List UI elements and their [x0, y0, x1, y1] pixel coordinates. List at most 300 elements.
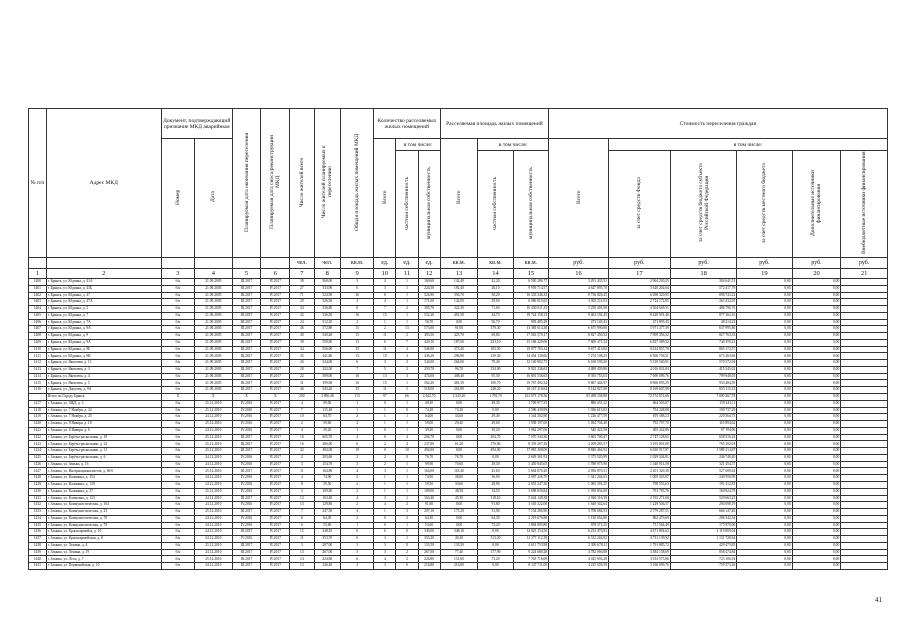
table-cell: 494,00 — [478, 448, 513, 455]
table-cell: 1418 — [29, 407, 47, 414]
table-cell: 1406 — [29, 319, 47, 326]
table-cell: 1411 — [29, 353, 47, 360]
table-cell: 1419 — [29, 414, 47, 421]
address-cell: г. Брянск, ул. Юдинка, д. 47 — [46, 292, 161, 299]
table-cell: 425,70 — [440, 333, 478, 340]
table-cell: IV.2017 — [261, 556, 290, 563]
table-cell: 373,40 — [440, 346, 478, 353]
table-cell: 1 544 302,90 — [513, 414, 548, 421]
table-cell: 4 — [341, 509, 374, 516]
table-cell: 6 827 389,52 — [608, 339, 670, 346]
table-cell: 1 065 391,25 — [549, 481, 609, 488]
table-cell: 573,00 — [418, 326, 440, 333]
table-row — [29, 285, 888, 292]
table-cell: 1 373 520,99 — [549, 454, 609, 461]
table-cell — [841, 400, 888, 407]
table-cell: 76,70 — [418, 454, 440, 461]
table-cell: 1441 — [29, 563, 47, 570]
table-cell: 1 — [396, 279, 418, 286]
table-cell: 3 165 322,00 — [513, 502, 548, 509]
table-cell: 34 — [290, 306, 314, 313]
table-cell: 4 890,48 — [314, 394, 341, 401]
table-cell: 0,00 — [792, 488, 841, 495]
table-cell: 7 — [290, 407, 314, 414]
table-cell: 21.09.2005 — [195, 285, 233, 292]
table-cell: 13 — [290, 502, 314, 509]
table-row — [29, 427, 888, 434]
table-cell: 64,30 — [314, 515, 341, 522]
table-cell: 1 795,70 — [478, 394, 513, 401]
table-cell: 855 115,13 — [670, 387, 736, 394]
table-cell: III.2017 — [232, 366, 261, 373]
table-cell: 3 — [374, 536, 396, 543]
table-cell: 0,00 — [792, 502, 841, 509]
table-cell: 0,00 — [792, 373, 841, 380]
address-cell: г. Злынка, ул. 8 Января, д. 6 — [46, 427, 161, 434]
table-cell: IV.2016 — [232, 522, 261, 529]
table-row — [29, 346, 888, 353]
table-cell: 2 — [290, 454, 314, 461]
table-cell: 1434 — [29, 515, 47, 522]
address-cell: г. Злынка, ул. 7 Ноября, д. 22 — [46, 407, 161, 414]
table-cell: 97 194,06 — [670, 427, 736, 434]
table-cell: 2 — [396, 366, 418, 373]
table-cell: 71 — [290, 292, 314, 299]
table-cell: 0,00 — [737, 515, 792, 522]
table-cell: 2 649 361,93 — [513, 454, 548, 461]
table-cell: 4 — [396, 346, 418, 353]
table-cell: 1417 — [29, 400, 47, 407]
table-cell — [841, 488, 888, 495]
table-cell: 0,00 — [737, 414, 792, 421]
table-cell: 109,00 — [314, 488, 341, 495]
table-cell — [841, 306, 888, 313]
table-cell: 0,00 — [737, 407, 792, 414]
table-cell: 731 564,49 — [608, 522, 670, 529]
header-rooms-municipal: муниципальная собственность — [426, 167, 433, 239]
table-cell: 142,00 — [440, 299, 478, 306]
table-cell: 1 — [374, 488, 396, 495]
table-cell: 25.12.2010 — [195, 488, 233, 495]
table-cell: 29,30 — [478, 461, 513, 468]
table-cell: 1 — [374, 475, 396, 482]
table-cell: 1 950 834,00 — [549, 488, 609, 495]
table-cell: 2 — [396, 306, 418, 313]
address-cell: г. Злынка, ул. Коммунистическая, д. 78 — [46, 515, 161, 522]
table-cell: 7 — [374, 306, 396, 313]
table-cell: 1 — [396, 414, 418, 421]
address-cell: г. Брянск, ул. Юдинка, д. 9А — [46, 339, 161, 346]
table-cell: 21.09.2005 — [195, 299, 233, 306]
table-cell: 24.12.2010 — [195, 536, 233, 543]
table-cell: 1 — [396, 475, 418, 482]
table-row — [29, 549, 888, 556]
table-cell: 0,00 — [737, 536, 792, 543]
table-cell: 491,50 — [440, 312, 478, 319]
table-cell: 70,60 — [440, 461, 478, 468]
table-cell: 1432 — [29, 502, 47, 509]
unit-cell: ед. — [396, 258, 418, 269]
table-cell: IV.2017 — [261, 339, 290, 346]
table-cell: 3 708 084,93 — [549, 509, 609, 516]
table-row — [29, 299, 888, 306]
table-cell — [841, 346, 888, 353]
table-row — [29, 556, 888, 563]
table-cell: 2 724 172,85 — [608, 299, 670, 306]
header-rooms-total: Всего — [381, 190, 388, 204]
table-cell: 24.12.2010 — [195, 563, 233, 570]
table-row — [29, 339, 888, 346]
table-cell: IV.2017 — [261, 522, 290, 529]
table-cell: 344,00 — [314, 360, 341, 367]
table-cell: III.2017 — [232, 542, 261, 549]
table-cell: 0,00 — [440, 319, 478, 326]
table-cell: 76,70 — [440, 454, 478, 461]
header-area-private: частная собственность — [492, 176, 499, 230]
unit-cell: кв.м. — [440, 258, 478, 269]
table-cell: 24.12.2010 — [195, 502, 233, 509]
table-cell: IV.2017 — [261, 441, 290, 448]
table-cell: 25.12.2010 — [195, 542, 233, 549]
table-cell: 0,00 — [792, 509, 841, 516]
table-cell: 8 614 857,78 — [608, 346, 670, 353]
table-cell: б/н — [161, 353, 194, 360]
table-cell: 21.09.2005 — [195, 333, 233, 340]
table-cell: 486 796,76 — [670, 306, 736, 313]
table-cell: б/н — [161, 461, 194, 468]
table-cell: IV.2016 — [232, 400, 261, 407]
address-cell: г. Злынка, ул. Зеньки, д. 16 — [46, 461, 161, 468]
table-cell: III.2017 — [232, 529, 261, 536]
header-address: Адрес МКД — [46, 109, 161, 258]
table-cell: 240 956,99 — [670, 475, 736, 482]
table-cell: 8 169 607,89 — [608, 387, 670, 394]
table-cell: 0,00 — [737, 380, 792, 387]
table-cell: 19 — [341, 448, 374, 455]
resettlement-table — [28, 108, 888, 570]
table-cell: 0 — [396, 542, 418, 549]
table-cell: 3 — [396, 360, 418, 367]
table-cell: 246,40 — [314, 563, 341, 570]
table-cell: 69,80 — [478, 333, 513, 340]
table-cell: 16 — [341, 312, 374, 319]
table-cell: 3 — [290, 461, 314, 468]
table-cell — [841, 353, 888, 360]
table-cell: IV.2017 — [261, 333, 290, 340]
table-cell: 3 584 158,69 — [608, 549, 670, 556]
table-cell: 1433 — [29, 509, 47, 516]
table-row — [29, 481, 888, 488]
table-cell: 1 — [396, 380, 418, 387]
table-cell: 110 894,62 — [670, 421, 736, 428]
column-number: 16 — [549, 269, 609, 279]
table-cell: X — [232, 394, 261, 401]
table-cell: 83 498 338,88 — [549, 394, 609, 401]
table-cell: 2 779 287,51 — [608, 509, 670, 516]
address-cell: г. Злынка, ул. Первомайская, д. 10 — [46, 563, 161, 570]
table-cell: III.2017 — [232, 306, 261, 313]
table-cell: 405 242,86 — [608, 427, 670, 434]
table-cell: 0,00 — [737, 421, 792, 428]
address-cell: г. Злынка, ул. Красноармейск, д. 10 — [46, 529, 161, 536]
table-cell: 24.12.2010 — [195, 549, 233, 556]
table-row — [29, 353, 888, 360]
table-cell: 993 485,28 — [513, 319, 548, 326]
table-cell: 1 — [396, 427, 418, 434]
table-cell: 304 641,51 — [670, 279, 736, 286]
table-cell: 139,30 — [478, 353, 513, 360]
address-cell: г. Брянск, ул. Юдинка, д. 9Б — [46, 346, 161, 353]
table-cell: 0,00 — [737, 394, 792, 401]
table-cell: 294 698,19 — [670, 502, 736, 509]
table-cell: 0,00 — [792, 448, 841, 455]
table-cell: 0 — [374, 522, 396, 529]
table-cell: 1 — [374, 509, 396, 516]
table-cell: 3 698 830,84 — [513, 488, 548, 495]
table-cell: 296,90 — [440, 353, 478, 360]
header-cost-group: Стоимость переселения граждан — [549, 109, 888, 139]
table-cell: 59,00 — [418, 421, 440, 428]
table-cell: 524,90 — [418, 292, 440, 299]
table-cell: 4 025 693,28 — [549, 556, 609, 563]
table-cell: б/н — [161, 427, 194, 434]
table-cell: 4 489 459,86 — [549, 366, 609, 373]
table-cell: IV.2017 — [261, 366, 290, 373]
table-cell: 481,50 — [440, 380, 478, 387]
table-cell: 0 — [396, 407, 418, 414]
table-cell: 1 — [374, 414, 396, 421]
table-cell: 16 — [341, 373, 374, 380]
table-row — [29, 468, 888, 475]
table-cell: III.2017 — [232, 441, 261, 448]
table-cell: 7 — [396, 339, 418, 346]
table-cell: 1 589 214,87 — [670, 448, 736, 455]
table-cell: 15 — [341, 346, 374, 353]
table-cell: IV.2017 — [261, 407, 290, 414]
table-cell: 1421 — [29, 427, 47, 434]
address-cell: г. Брянск, ул. Яковлева, д. 5 — [46, 380, 161, 387]
table-cell: 0,00 — [737, 346, 792, 353]
table-cell: 0,00 — [792, 461, 841, 468]
table-cell: 5 310 540,81 — [608, 360, 670, 367]
table-cell: 4 782 066,88 — [549, 549, 609, 556]
table-cell: 0,00 — [792, 495, 841, 502]
column-number: 19 — [737, 269, 792, 279]
table-cell: 6 630 917,87 — [608, 448, 670, 455]
table-cell: 7 154 286,90 — [513, 509, 548, 516]
unit-cell: кв.м. — [478, 258, 513, 269]
table-cell: 4 — [341, 495, 374, 502]
table-cell: 799 948,05 — [670, 373, 736, 380]
table-cell: 0,00 — [737, 481, 792, 488]
table-cell: 408,40 — [440, 373, 478, 380]
table-cell: 0,00 — [737, 292, 792, 299]
table-cell: III.2017 — [232, 387, 261, 394]
table-cell: 10 — [290, 414, 314, 421]
table-cell: 38 — [290, 279, 314, 286]
table-cell: 1405 — [29, 312, 47, 319]
table-cell: 7 070 344,36 — [513, 434, 548, 441]
table-cell: 21.09.2005 — [195, 292, 233, 299]
table-cell: 0,00 — [737, 475, 792, 482]
table-cell: 8 339 207,36 — [513, 441, 548, 448]
table-cell: 16 — [341, 292, 374, 299]
table-cell: 0 — [374, 434, 396, 441]
column-number: 4 — [195, 269, 233, 279]
table-cell: 0,00 — [737, 522, 792, 529]
table-cell: 40 — [290, 333, 314, 340]
table-cell: 3 — [374, 542, 396, 549]
table-cell: 865 172,57 — [670, 346, 736, 353]
table-row — [29, 360, 888, 367]
table-cell: 3 — [374, 360, 396, 367]
table-cell: 0 — [396, 454, 418, 461]
column-number: 21 — [841, 269, 888, 279]
table-cell: 5 — [374, 366, 396, 373]
table-cell: IV.2017 — [261, 549, 290, 556]
table-cell: 2 201 320,38 — [608, 468, 670, 475]
table-cell: 187,00 — [440, 339, 478, 346]
unit-cell: руб. — [792, 258, 841, 269]
table-cell: б/н — [161, 299, 194, 306]
table-cell: III.2017 — [232, 353, 261, 360]
column-number: 9 — [341, 269, 374, 279]
header-doc-date: Дата — [210, 191, 217, 203]
table-cell: 1431 — [29, 495, 47, 502]
table-cell: 321 454,57 — [670, 461, 736, 468]
table-cell: 9 959 714,57 — [513, 285, 548, 292]
table-cell: 118,10 — [478, 495, 513, 502]
table-cell: 4 671 894,62 — [608, 529, 670, 536]
table-cell: 1404 — [29, 306, 47, 313]
table-cell: 673 263,66 — [670, 353, 736, 360]
table-row — [29, 292, 888, 299]
table-cell: 1 — [396, 400, 418, 407]
table-cell: 1 — [374, 407, 396, 414]
table-cell: 10 — [396, 448, 418, 455]
table-cell: 532,20 — [418, 312, 440, 319]
table-cell: 0 — [396, 529, 418, 536]
table-row — [29, 454, 888, 461]
table-cell: 572 417,79 — [670, 285, 736, 292]
table-cell: IV.2017 — [261, 488, 290, 495]
table-cell: 1430 — [29, 488, 47, 495]
table-cell: 21.09.2005 — [195, 360, 233, 367]
column-number: 18 — [670, 269, 736, 279]
table-cell: IV.2017 — [261, 475, 290, 482]
table-row — [29, 421, 888, 428]
table-cell: 0,00 — [792, 522, 841, 529]
table-cell: б/н — [161, 306, 194, 313]
table-cell: 49,30 — [418, 400, 440, 407]
table-cell: 562,20 — [418, 380, 440, 387]
table-cell: 2 926 116,39 — [549, 495, 609, 502]
table-cell: 0,00 — [737, 509, 792, 516]
table-cell: 21.09.2005 — [195, 387, 233, 394]
table-cell — [29, 394, 47, 401]
table-cell: 14,50 — [478, 488, 513, 495]
table-cell: б/н — [161, 454, 194, 461]
table-cell: 18 724 158,13 — [513, 312, 548, 319]
table-cell: 22 — [290, 373, 314, 380]
table-cell: 1 — [396, 461, 418, 468]
table-cell: 14 — [290, 556, 314, 563]
table-cell: 1 709 977,35 — [513, 400, 548, 407]
table-cell: 224,80 — [314, 556, 341, 563]
table-cell: IV.2017 — [261, 468, 290, 475]
table-cell: 15 — [341, 333, 374, 340]
table-cell: 4 611 753,98 — [513, 542, 548, 549]
table-cell: 862 479,68 — [608, 515, 670, 522]
table-cell: 21.09.2005 — [195, 380, 233, 387]
table-cell — [841, 468, 888, 475]
table-cell: 25.12.2010 — [195, 468, 233, 475]
table-cell: 40,20 — [440, 536, 478, 543]
table-cell: 933 484,59 — [670, 380, 736, 387]
table-cell: IV.2017 — [261, 515, 290, 522]
table-cell: б/н — [161, 400, 194, 407]
table-cell: IV.2016 — [232, 461, 261, 468]
table-cell: б/н — [161, 448, 194, 455]
table-cell: 96,70 — [440, 366, 478, 373]
table-cell: 0,00 — [792, 400, 841, 407]
table-cell: 1 119 809,04 — [670, 529, 736, 536]
table-cell: 74,20 — [440, 407, 478, 414]
table-cell: 97 — [374, 394, 396, 401]
table-cell: 95,30 — [478, 373, 513, 380]
table-cell: 6 506 736,51 — [608, 353, 670, 360]
table-cell: 41,20 — [478, 279, 513, 286]
table-cell: 2 747 128,65 — [608, 434, 670, 441]
table-cell: 233,10 — [478, 339, 513, 346]
table-cell: 24.12.2010 — [195, 427, 233, 434]
table-cell: б/н — [161, 326, 194, 333]
table-cell: 1409 — [29, 339, 47, 346]
table-cell: IV.2017 — [261, 414, 290, 421]
header-regional: за счет средств бюджета субъекта Российской Федерации — [697, 163, 710, 243]
table-row — [29, 333, 888, 340]
table-cell: 0 — [374, 448, 396, 455]
table-cell: 4 — [290, 400, 314, 407]
table-cell: IV.2017 — [261, 495, 290, 502]
table-cell: 39,20 — [418, 427, 440, 434]
table-cell: 2 — [341, 488, 374, 495]
table-cell: 0,00 — [737, 461, 792, 468]
table-cell: 19 077 703,14 — [513, 346, 548, 353]
table-cell: 518,00 — [418, 387, 440, 394]
table-cell: 1 — [341, 407, 374, 414]
table-cell: 2 219 676,88 — [513, 515, 548, 522]
table-cell: б/н — [161, 522, 194, 529]
table-cell: 0 — [374, 427, 396, 434]
table-cell: 1 226 477,59 — [549, 414, 609, 421]
table-cell: 18 167 310,64 — [513, 387, 548, 394]
table-cell: 379,30 — [478, 326, 513, 333]
address-cell: г. Злынка, ул. Коммунистическая, д. 23 — [46, 509, 161, 516]
table-cell: 2 — [374, 326, 396, 333]
unit-cell: ед. — [374, 258, 396, 269]
table-cell: б/н — [161, 333, 194, 340]
table-cell: 0,00 — [478, 563, 513, 570]
table-cell: 494,00 — [418, 448, 440, 455]
header-fund: за счет средств Фонда — [636, 177, 643, 229]
table-cell: 0,00 — [792, 380, 841, 387]
table-cell: 2 543,20 — [440, 394, 478, 401]
table-cell: 4 — [396, 434, 418, 441]
table-cell: 0,00 — [737, 326, 792, 333]
table-cell: 3 — [374, 495, 396, 502]
table-cell: б/н — [161, 279, 194, 286]
